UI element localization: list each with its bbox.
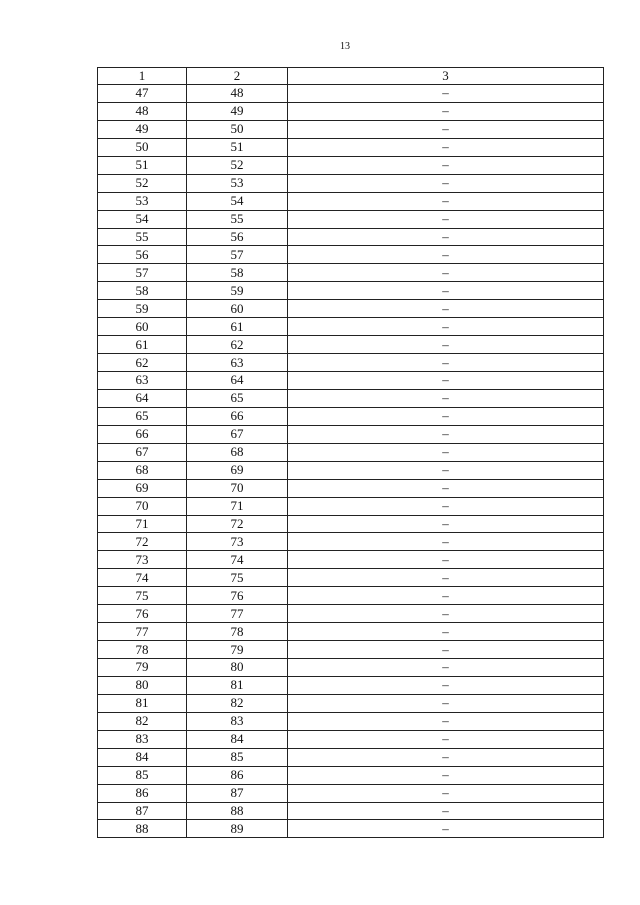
table-cell-col-2: 73 [187, 533, 288, 551]
table-cell-col-2: 77 [187, 605, 288, 623]
table-cell-col-1: 86 [98, 784, 187, 802]
table-cell-col-2: 88 [187, 802, 288, 820]
table-row [98, 497, 604, 515]
table-cell-col-2: 70 [187, 479, 288, 497]
table-cell-col-2: 71 [187, 497, 288, 515]
table-cell-col-3: – [288, 389, 604, 407]
table-cell-col-1: 49 [98, 120, 187, 138]
table-cell-col-3: – [288, 174, 604, 192]
table-cell-col-1: 54 [98, 210, 187, 228]
table-cell-col-1: 67 [98, 443, 187, 461]
table-cell-col-1: 85 [98, 766, 187, 784]
table-row [98, 766, 604, 784]
table-cell-col-1: 77 [98, 623, 187, 641]
table-row [98, 443, 604, 461]
table-cell-col-3: – [288, 694, 604, 712]
table-cell-col-2: 58 [187, 264, 288, 282]
table-cell-col-1: 76 [98, 605, 187, 623]
table-cell-col-2: 56 [187, 228, 288, 246]
table-cell-col-3: – [288, 479, 604, 497]
table-cell-col-1: 68 [98, 461, 187, 479]
table-cell-col-3: – [288, 748, 604, 766]
table-cell-col-3: – [288, 425, 604, 443]
table-row [98, 748, 604, 766]
table-cell-col-2: 64 [187, 372, 288, 390]
table-cell-col-3: – [288, 802, 604, 820]
table-row [98, 264, 604, 282]
table-body [98, 85, 604, 838]
table-cell-col-3: – [288, 641, 604, 659]
table-cell-col-3: – [288, 820, 604, 838]
table-row [98, 300, 604, 318]
table-row [98, 461, 604, 479]
table-cell-col-1: 63 [98, 372, 187, 390]
table-cell-col-2: 74 [187, 551, 288, 569]
table-cell-col-2: 80 [187, 659, 288, 677]
table-cell-col-2: 60 [187, 300, 288, 318]
table-row [98, 336, 604, 354]
table-cell-col-2: 67 [187, 425, 288, 443]
table-cell-col-2: 62 [187, 336, 288, 354]
table-cell-col-1: 47 [98, 85, 187, 103]
table-cell-col-1: 62 [98, 354, 187, 372]
table-cell-col-3: – [288, 712, 604, 730]
table-cell-col-1: 60 [98, 318, 187, 336]
table-cell-col-1: 58 [98, 282, 187, 300]
table-cell-col-1: 51 [98, 156, 187, 174]
table-cell-col-2: 72 [187, 515, 288, 533]
table-row [98, 623, 604, 641]
table-cell-col-3: – [288, 372, 604, 390]
table-cell-col-1: 64 [98, 389, 187, 407]
table-cell-col-2: 75 [187, 569, 288, 587]
table-cell-col-3: – [288, 407, 604, 425]
table-row [98, 784, 604, 802]
table-row [98, 425, 604, 443]
table-cell-col-3: – [288, 246, 604, 264]
page-number: 13 [340, 41, 350, 52]
table-row [98, 533, 604, 551]
table-cell-col-2: 87 [187, 784, 288, 802]
table-cell-col-1: 79 [98, 659, 187, 677]
table-cell-col-3: – [288, 551, 604, 569]
table-cell-col-3: – [288, 85, 604, 103]
table-row [98, 479, 604, 497]
column-header-3: 3 [288, 68, 604, 85]
table-cell-col-2: 66 [187, 407, 288, 425]
table-row [98, 120, 604, 138]
table-header-row [98, 68, 604, 85]
table-cell-col-3: – [288, 515, 604, 533]
table-cell-col-2: 52 [187, 156, 288, 174]
table-row [98, 246, 604, 264]
table-cell-col-1: 57 [98, 264, 187, 282]
table-row [98, 85, 604, 103]
table-cell-col-2: 69 [187, 461, 288, 479]
table-cell-col-3: – [288, 730, 604, 748]
table-cell-col-1: 87 [98, 802, 187, 820]
table-cell-col-3: – [288, 192, 604, 210]
table-row [98, 820, 604, 838]
data-table [97, 67, 604, 838]
table-cell-col-2: 48 [187, 85, 288, 103]
table-cell-col-1: 50 [98, 138, 187, 156]
table-row [98, 569, 604, 587]
table-cell-col-3: – [288, 228, 604, 246]
table-row [98, 210, 604, 228]
table-row [98, 730, 604, 748]
table-cell-col-3: – [288, 318, 604, 336]
table-cell-col-2: 59 [187, 282, 288, 300]
table-cell-col-3: – [288, 766, 604, 784]
table-cell-col-3: – [288, 156, 604, 174]
table-cell-col-1: 70 [98, 497, 187, 515]
table-cell-col-1: 74 [98, 569, 187, 587]
table-cell-col-2: 55 [187, 210, 288, 228]
table-cell-col-2: 51 [187, 138, 288, 156]
table-cell-col-1: 81 [98, 694, 187, 712]
table-cell-col-1: 56 [98, 246, 187, 264]
table-cell-col-2: 50 [187, 120, 288, 138]
table-cell-col-1: 80 [98, 676, 187, 694]
table-cell-col-3: – [288, 784, 604, 802]
table-row [98, 712, 604, 730]
table-cell-col-2: 82 [187, 694, 288, 712]
table-cell-col-3: – [288, 264, 604, 282]
table-row [98, 676, 604, 694]
table-cell-col-1: 59 [98, 300, 187, 318]
table-cell-col-3: – [288, 354, 604, 372]
table-cell-col-1: 48 [98, 102, 187, 120]
table-cell-col-2: 68 [187, 443, 288, 461]
table-row [98, 156, 604, 174]
table-cell-col-3: – [288, 605, 604, 623]
table-row [98, 551, 604, 569]
table-row [98, 372, 604, 390]
table-cell-col-1: 65 [98, 407, 187, 425]
table-row [98, 587, 604, 605]
table-cell-col-2: 81 [187, 676, 288, 694]
table-cell-col-1: 73 [98, 551, 187, 569]
table-row [98, 605, 604, 623]
table-cell-col-2: 57 [187, 246, 288, 264]
table-cell-col-3: – [288, 497, 604, 515]
table-row [98, 354, 604, 372]
table-cell-col-2: 53 [187, 174, 288, 192]
table-cell-col-3: – [288, 587, 604, 605]
table-row [98, 228, 604, 246]
table-cell-col-2: 86 [187, 766, 288, 784]
table-row [98, 192, 604, 210]
table-cell-col-2: 85 [187, 748, 288, 766]
table-cell-col-1: 52 [98, 174, 187, 192]
table-cell-col-1: 71 [98, 515, 187, 533]
table-row [98, 694, 604, 712]
table-row [98, 102, 604, 120]
table-row [98, 389, 604, 407]
table-cell-col-1: 75 [98, 587, 187, 605]
table-cell-col-2: 79 [187, 641, 288, 659]
table-row [98, 174, 604, 192]
table-cell-col-2: 54 [187, 192, 288, 210]
table-cell-col-3: – [288, 623, 604, 641]
table-row [98, 407, 604, 425]
table-cell-col-2: 76 [187, 587, 288, 605]
column-header-1: 1 [98, 68, 187, 85]
table-row [98, 515, 604, 533]
table-cell-col-3: – [288, 569, 604, 587]
table-cell-col-3: – [288, 461, 604, 479]
table-cell-col-3: – [288, 120, 604, 138]
table-row [98, 282, 604, 300]
table-cell-col-1: 84 [98, 748, 187, 766]
table-cell-col-1: 72 [98, 533, 187, 551]
table-cell-col-2: 78 [187, 623, 288, 641]
column-header-2: 2 [187, 68, 288, 85]
table-cell-col-2: 49 [187, 102, 288, 120]
table-cell-col-2: 89 [187, 820, 288, 838]
table-cell-col-3: – [288, 443, 604, 461]
table-cell-col-1: 82 [98, 712, 187, 730]
table-cell-col-1: 69 [98, 479, 187, 497]
table-cell-col-1: 83 [98, 730, 187, 748]
table-cell-col-3: – [288, 336, 604, 354]
table-cell-col-2: 63 [187, 354, 288, 372]
table-cell-col-2: 83 [187, 712, 288, 730]
table-cell-col-2: 61 [187, 318, 288, 336]
table-row [98, 641, 604, 659]
table-cell-col-2: 84 [187, 730, 288, 748]
table-cell-col-3: – [288, 210, 604, 228]
table-cell-col-3: – [288, 282, 604, 300]
table-cell-col-3: – [288, 138, 604, 156]
table-cell-col-2: 65 [187, 389, 288, 407]
table-cell-col-1: 78 [98, 641, 187, 659]
table-cell-col-3: – [288, 533, 604, 551]
table-cell-col-1: 53 [98, 192, 187, 210]
table-cell-col-3: – [288, 102, 604, 120]
table-row [98, 318, 604, 336]
table-cell-col-1: 66 [98, 425, 187, 443]
table-row [98, 802, 604, 820]
table-cell-col-1: 61 [98, 336, 187, 354]
table-cell-col-3: – [288, 300, 604, 318]
table-cell-col-3: – [288, 659, 604, 677]
table-cell-col-1: 55 [98, 228, 187, 246]
table-row [98, 659, 604, 677]
table-cell-col-3: – [288, 676, 604, 694]
table-row [98, 138, 604, 156]
table-cell-col-1: 88 [98, 820, 187, 838]
